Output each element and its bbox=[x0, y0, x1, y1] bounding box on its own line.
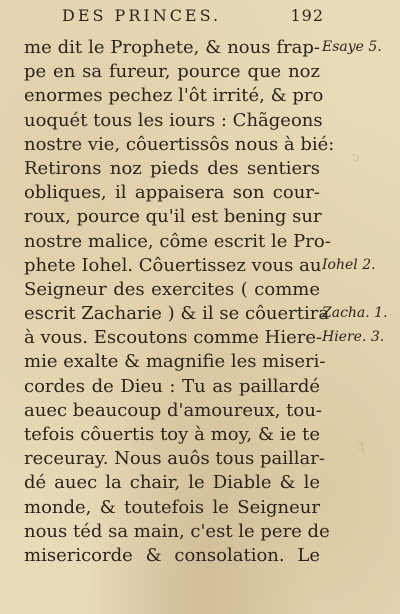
text-line: escrit Zacharie ) & il se côuertira bbox=[24, 303, 330, 325]
text-line: auec beaucoup d'amoureux, tou- bbox=[24, 399, 322, 421]
running-head-title: DES PRINCES. bbox=[62, 6, 222, 25]
text-line: nous téd sa main, c'est le pere de bbox=[24, 520, 330, 542]
text-line: misericorde & consolation. Le bbox=[24, 544, 320, 566]
margin-note: Esaye 5. bbox=[322, 39, 382, 55]
text-line: tefois côuertis toy à moy, & ie te bbox=[24, 424, 320, 445]
text-line: uoquét tous les iours : Chãgeons bbox=[24, 109, 323, 131]
margin-note: Hiere. 3. bbox=[322, 329, 385, 346]
margin-note: Zacha. 1. bbox=[322, 305, 388, 322]
text-line: dé auec la chair, le Diable & le bbox=[24, 472, 320, 494]
margin-note: Iohel 2. bbox=[322, 256, 376, 273]
text-line: monde, & toutefois le Seigneur bbox=[24, 496, 320, 518]
text-line: nostre malice, côme escrit le Pro- bbox=[24, 230, 331, 252]
show-through-mark: c bbox=[352, 150, 360, 165]
page-number: 192 bbox=[290, 6, 324, 25]
text-line: à vous. Escoutons comme Hiere- bbox=[24, 327, 323, 349]
text-line: pe en sa fureur, pource que noz bbox=[24, 61, 320, 83]
text-line: roux, pource qu'il est bening sur bbox=[24, 206, 322, 228]
show-through-mark: f. bbox=[356, 440, 365, 455]
text-line: me dit le Prophete, & nous frap- bbox=[24, 37, 320, 58]
text-line: phete Iohel. Côuertissez vous au bbox=[24, 254, 322, 276]
text-line: cordes de Dieu : Tu as paillardé bbox=[24, 375, 320, 397]
text-line: obliques, il appaisera son cour- bbox=[24, 182, 320, 204]
body-text bbox=[24, 36, 335, 568]
text-line: nostre vie, côuertissôs nous à bié: bbox=[24, 133, 335, 155]
text-line: Retirons noz pieds des sentiers bbox=[24, 157, 320, 179]
text-line: enormes pechez l'ôt irrité, & pro bbox=[24, 85, 324, 107]
text-line: mie exalte & magnifie les miseri- bbox=[24, 351, 326, 373]
text-line: Seigneur des exercites ( comme bbox=[24, 278, 320, 300]
text-line: receuray. Nous auôs tous paillar- bbox=[24, 448, 325, 470]
